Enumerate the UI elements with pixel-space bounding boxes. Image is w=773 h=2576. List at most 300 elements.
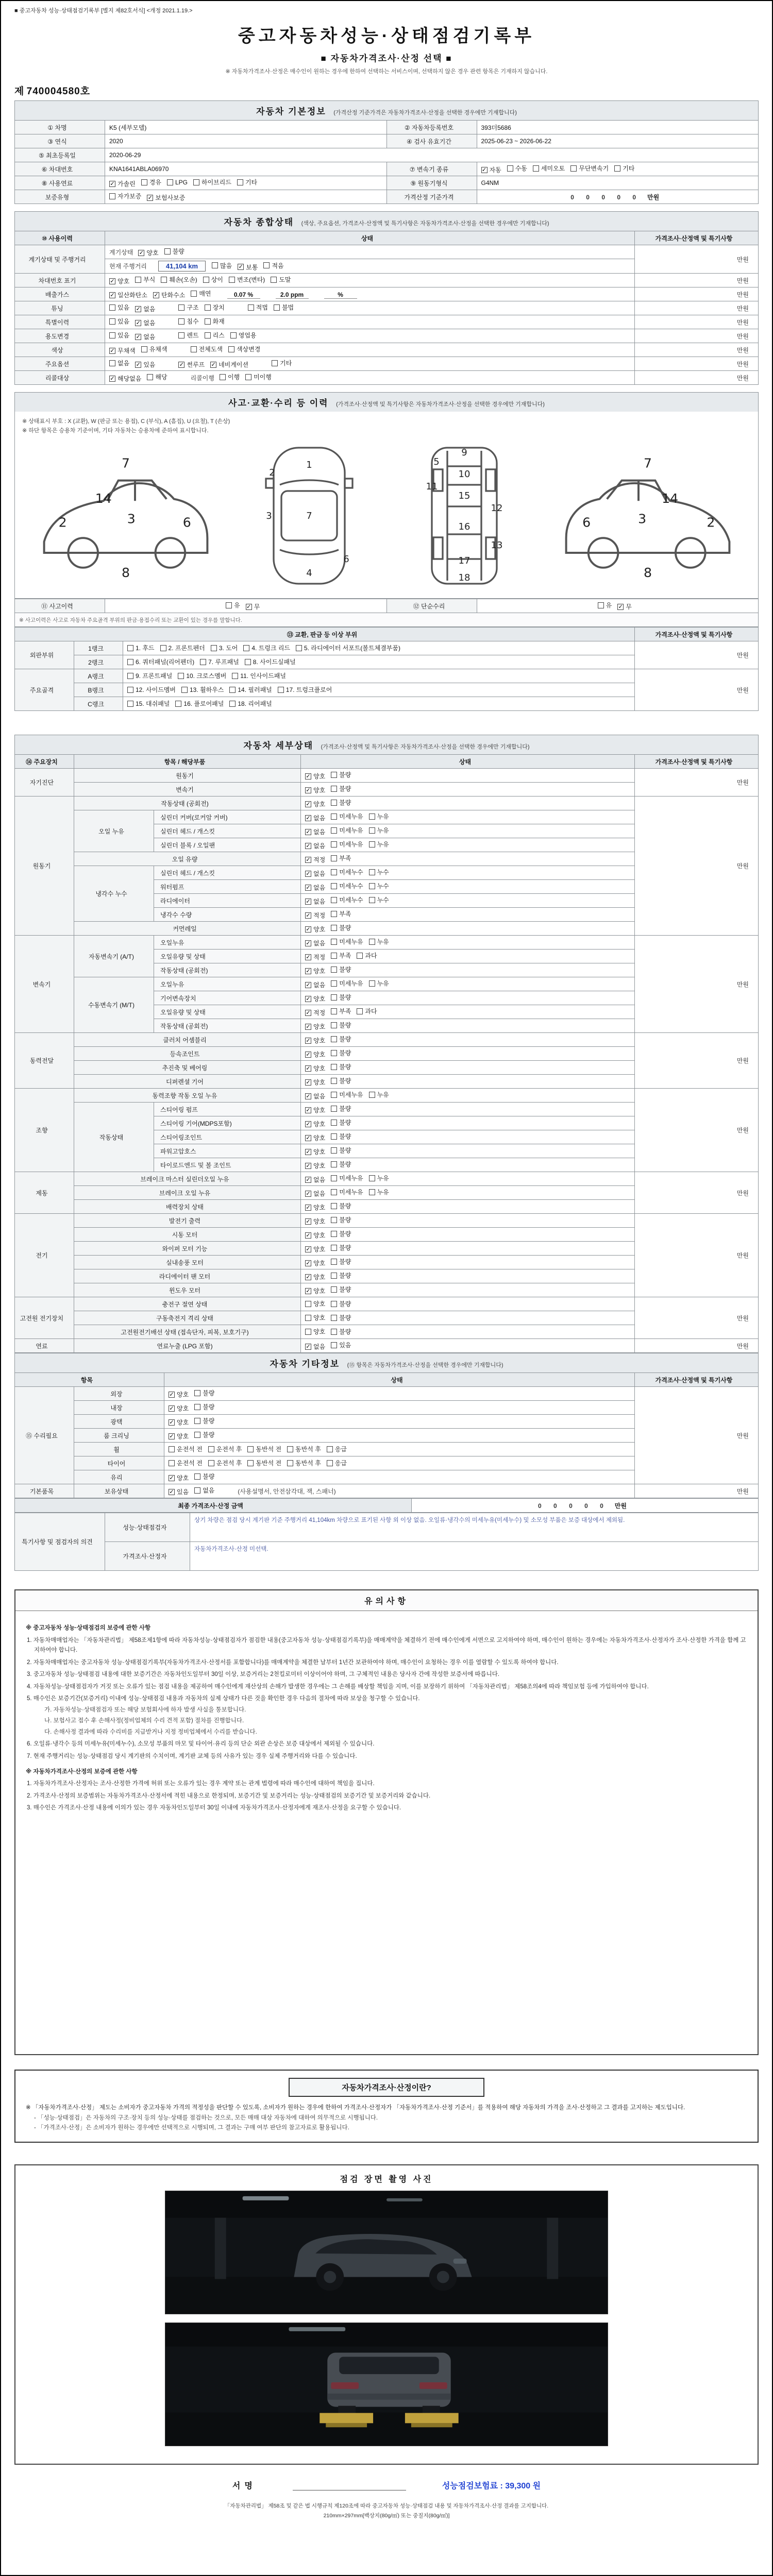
checkbox-option[interactable] <box>232 671 286 680</box>
checkbox-option[interactable] <box>237 178 257 187</box>
checkbox-unchecked[interactable] <box>331 1036 337 1042</box>
checkbox-checked[interactable]: ✓ <box>306 968 311 974</box>
checkbox-checked[interactable]: ✓ <box>306 940 311 946</box>
checkbox-unchecked[interactable] <box>194 1487 200 1494</box>
checkbox-option[interactable] <box>331 1048 351 1057</box>
checkbox-unchecked[interactable] <box>194 1404 200 1410</box>
checkbox-unchecked[interactable] <box>305 1329 311 1335</box>
checkbox-unchecked[interactable] <box>331 1203 337 1209</box>
checkbox-unchecked[interactable] <box>331 1259 337 1265</box>
checkbox-unchecked[interactable] <box>369 1175 375 1181</box>
checkbox-option[interactable] <box>271 275 291 284</box>
checkbox-option[interactable] <box>305 1231 325 1240</box>
checkbox-option[interactable] <box>331 868 363 876</box>
checkbox-option[interactable] <box>331 1285 351 1294</box>
checkbox-option[interactable] <box>160 643 205 652</box>
checkbox-unchecked[interactable] <box>127 673 133 679</box>
checkbox-unchecked[interactable] <box>331 869 337 875</box>
checkbox-unchecked[interactable] <box>305 1301 311 1307</box>
checkbox-unchecked[interactable] <box>178 318 184 325</box>
checkbox-checked[interactable]: ✓ <box>110 180 115 187</box>
checkbox-option[interactable] <box>305 1008 325 1017</box>
checkbox-unchecked[interactable] <box>331 1329 337 1335</box>
checkbox-option[interactable] <box>305 911 325 920</box>
checkbox-option[interactable] <box>305 1175 325 1184</box>
checkbox-checked[interactable]: ✓ <box>306 1148 311 1155</box>
checkbox-option[interactable] <box>331 1229 351 1238</box>
checkbox-option[interactable] <box>167 179 188 186</box>
checkbox-checked[interactable]: ✓ <box>306 773 311 779</box>
checkbox-option[interactable] <box>369 937 389 946</box>
checkbox-checked[interactable]: ✓ <box>169 1405 174 1412</box>
checkbox-unchecked[interactable] <box>331 1120 337 1126</box>
checkbox-option[interactable] <box>305 1259 325 1267</box>
checkbox-checked[interactable]: ✓ <box>136 361 141 368</box>
checkbox-option[interactable] <box>533 164 565 173</box>
checkbox-option[interactable] <box>305 1189 325 1198</box>
checkbox-option[interactable] <box>331 1118 351 1127</box>
checkbox-option[interactable] <box>263 261 283 270</box>
checkbox-option[interactable] <box>205 317 225 326</box>
checkbox-unchecked[interactable] <box>331 1022 337 1028</box>
checkbox-checked[interactable]: ✓ <box>306 926 311 933</box>
checkbox-unchecked[interactable] <box>331 1286 337 1293</box>
checkbox-option[interactable] <box>369 868 389 876</box>
checkbox-option[interactable] <box>109 346 136 355</box>
checkbox-unchecked[interactable] <box>200 659 206 665</box>
checkbox-unchecked[interactable] <box>287 1446 293 1452</box>
checkbox-unchecked[interactable] <box>178 332 184 338</box>
checkbox-option[interactable] <box>305 1217 325 1226</box>
checkbox-option[interactable] <box>331 993 351 1002</box>
checkbox-option[interactable] <box>369 979 389 988</box>
checkbox-option[interactable] <box>305 994 325 1003</box>
checkbox-unchecked[interactable] <box>203 277 209 283</box>
checkbox-option[interactable] <box>331 826 363 835</box>
checkbox-option[interactable] <box>331 1188 363 1196</box>
checkbox-option[interactable] <box>331 1341 351 1349</box>
checkbox-checked[interactable]: ✓ <box>136 333 141 340</box>
checkbox-option[interactable] <box>141 345 167 353</box>
checkbox-unchecked[interactable] <box>327 1446 333 1452</box>
checkbox-unchecked[interactable] <box>331 1050 337 1056</box>
checkbox-option[interactable] <box>135 275 155 284</box>
checkbox-unchecked[interactable] <box>331 1078 337 1084</box>
checkbox-option[interactable] <box>147 372 167 381</box>
checkbox-option[interactable] <box>331 937 363 946</box>
checkbox-option[interactable] <box>357 951 377 960</box>
checkbox-checked[interactable]: ✓ <box>306 1051 311 1058</box>
checkbox-unchecked[interactable] <box>369 869 375 875</box>
checkbox-checked[interactable]: ✓ <box>139 249 144 256</box>
checkbox-checked[interactable]: ✓ <box>169 1488 174 1495</box>
checkbox-unchecked[interactable] <box>331 827 337 834</box>
checkbox-unchecked[interactable] <box>327 1460 333 1466</box>
checkbox-unchecked[interactable] <box>331 1106 337 1112</box>
checkbox-unchecked[interactable] <box>161 277 167 283</box>
checkbox-option[interactable] <box>369 1188 389 1196</box>
checkbox-option[interactable] <box>138 248 158 257</box>
checkbox-checked[interactable]: ✓ <box>306 981 311 988</box>
checkbox-option[interactable] <box>357 1007 377 1015</box>
checkbox-unchecked[interactable] <box>369 939 375 945</box>
checkbox-checked[interactable]: ✓ <box>169 1391 174 1398</box>
checkbox-unchecked[interactable] <box>357 1008 363 1014</box>
checkbox-checked[interactable]: ✓ <box>306 1009 311 1016</box>
checkbox-unchecked[interactable] <box>331 953 337 959</box>
checkbox-unchecked[interactable] <box>331 1231 337 1237</box>
checkbox-option[interactable] <box>305 1133 325 1142</box>
checkbox-option[interactable] <box>305 814 325 822</box>
checkbox-checked[interactable]: ✓ <box>306 1121 311 1127</box>
checkbox-option[interactable] <box>178 331 198 340</box>
checkbox-option[interactable] <box>169 1418 189 1427</box>
checkbox-unchecked[interactable] <box>127 687 133 693</box>
checkbox-option[interactable] <box>305 1064 325 1073</box>
checkbox-option[interactable] <box>147 193 185 202</box>
checkbox-unchecked[interactable] <box>369 980 375 987</box>
checkbox-unchecked[interactable] <box>331 800 337 806</box>
checkbox-unchecked[interactable] <box>109 318 115 325</box>
checkbox-option[interactable] <box>109 317 129 326</box>
checkbox-option[interactable] <box>331 798 351 807</box>
checkbox-checked[interactable]: ✓ <box>306 1134 311 1141</box>
checkbox-unchecked[interactable] <box>178 673 184 679</box>
checkbox-unchecked[interactable] <box>369 814 375 820</box>
checkbox-unchecked[interactable] <box>175 701 181 707</box>
checkbox-option[interactable] <box>127 643 155 652</box>
checkbox-unchecked[interactable] <box>127 701 133 707</box>
checkbox-option[interactable] <box>305 925 325 934</box>
checkbox-option[interactable] <box>305 1022 325 1031</box>
checkbox-unchecked[interactable] <box>191 291 197 297</box>
checkbox-option[interactable] <box>331 1327 351 1336</box>
checkbox-option[interactable] <box>331 979 363 988</box>
checkbox-unchecked[interactable] <box>331 1315 337 1321</box>
checkbox-unchecked[interactable] <box>243 645 249 651</box>
checkbox-option[interactable] <box>305 827 325 836</box>
checkbox-unchecked[interactable] <box>272 360 278 366</box>
checkbox-checked[interactable]: ✓ <box>169 1433 174 1439</box>
checkbox-unchecked[interactable] <box>181 687 188 693</box>
checkbox-option[interactable] <box>305 1120 325 1128</box>
checkbox-option[interactable] <box>238 263 258 272</box>
checkbox-option[interactable] <box>331 1215 351 1224</box>
checkbox-checked[interactable]: ✓ <box>306 801 311 807</box>
checkbox-unchecked[interactable] <box>205 332 211 338</box>
checkbox-unchecked[interactable] <box>331 1175 337 1181</box>
checkbox-option[interactable] <box>331 1062 351 1071</box>
checkbox-unchecked[interactable] <box>331 855 337 861</box>
checkbox-option[interactable] <box>203 275 223 284</box>
checkbox-option[interactable] <box>331 1160 351 1168</box>
checkbox-unchecked[interactable] <box>226 602 232 608</box>
checkbox-option[interactable] <box>305 897 325 906</box>
checkbox-checked[interactable]: ✓ <box>306 898 311 905</box>
checkbox-option[interactable] <box>305 1161 325 1170</box>
checkbox-option[interactable] <box>194 1402 214 1411</box>
checkbox-unchecked[interactable] <box>169 1446 175 1452</box>
checkbox-unchecked[interactable] <box>248 304 254 311</box>
checkbox-checked[interactable]: ✓ <box>306 1093 311 1099</box>
checkbox-option[interactable] <box>127 685 176 694</box>
checkbox-option[interactable] <box>331 1201 351 1210</box>
checkbox-checked[interactable]: ✓ <box>306 870 311 877</box>
checkbox-option[interactable] <box>331 1271 351 1280</box>
checkbox-option[interactable] <box>127 671 172 680</box>
checkbox-unchecked[interactable] <box>331 911 337 917</box>
checkbox-option[interactable] <box>331 909 351 918</box>
checkbox-option[interactable] <box>181 685 224 694</box>
checkbox-unchecked[interactable] <box>614 165 620 172</box>
checkbox-unchecked[interactable] <box>194 1432 200 1438</box>
checkbox-checked[interactable]: ✓ <box>110 375 115 382</box>
checkbox-option[interactable] <box>287 1459 321 1467</box>
checkbox-option[interactable] <box>135 318 155 327</box>
checkbox-option[interactable] <box>331 1257 351 1266</box>
checkbox-option[interactable] <box>305 1147 325 1156</box>
checkbox-option[interactable] <box>305 1078 325 1087</box>
checkbox-option[interactable] <box>305 855 325 864</box>
checkbox-checked[interactable]: ✓ <box>306 1232 311 1239</box>
checkbox-option[interactable] <box>164 247 184 256</box>
checkbox-checked[interactable]: ✓ <box>246 603 251 610</box>
checkbox-checked[interactable]: ✓ <box>136 319 141 326</box>
checkbox-checked[interactable]: ✓ <box>306 1274 311 1280</box>
checkbox-option[interactable] <box>229 275 265 284</box>
checkbox-option[interactable] <box>305 1273 325 1281</box>
checkbox-option[interactable] <box>369 826 389 835</box>
checkbox-option[interactable] <box>210 360 248 369</box>
checkbox-option[interactable] <box>287 1445 321 1453</box>
checkbox-checked[interactable]: ✓ <box>306 842 311 849</box>
checkbox-option[interactable] <box>247 1445 281 1453</box>
checkbox-checked[interactable]: ✓ <box>306 1162 311 1169</box>
checkbox-checked[interactable]: ✓ <box>306 1176 311 1183</box>
checkbox-checked[interactable]: ✓ <box>306 1037 311 1044</box>
checkbox-checked[interactable]: ✓ <box>306 995 311 1002</box>
checkbox-option[interactable] <box>331 784 351 793</box>
checkbox-option[interactable] <box>331 1146 351 1155</box>
checkbox-unchecked[interactable] <box>135 277 141 283</box>
checkbox-option[interactable] <box>369 882 389 890</box>
checkbox-option[interactable] <box>248 303 268 312</box>
checkbox-unchecked[interactable] <box>331 1008 337 1014</box>
checkbox-unchecked[interactable] <box>331 786 337 792</box>
checkbox-unchecked[interactable] <box>331 1301 337 1307</box>
checkbox-option[interactable] <box>331 1076 351 1085</box>
checkbox-option[interactable] <box>109 331 129 340</box>
checkbox-option[interactable] <box>331 951 351 960</box>
checkbox-unchecked[interactable] <box>232 673 238 679</box>
checkbox-unchecked[interactable] <box>229 701 236 707</box>
checkbox-option[interactable] <box>245 657 296 666</box>
checkbox-option[interactable] <box>194 1416 214 1425</box>
checkbox-option[interactable] <box>243 643 290 652</box>
checkbox-option[interactable] <box>141 178 161 187</box>
checkbox-option[interactable] <box>369 812 389 821</box>
checkbox-option[interactable] <box>178 360 205 369</box>
checkbox-unchecked[interactable] <box>228 346 234 352</box>
checkbox-checked[interactable]: ✓ <box>147 194 153 201</box>
checkbox-option[interactable] <box>331 1132 351 1141</box>
checkbox-checked[interactable]: ✓ <box>306 1204 311 1211</box>
checkbox-option[interactable] <box>481 165 501 174</box>
checkbox-option[interactable] <box>135 304 155 313</box>
checkbox-unchecked[interactable] <box>369 841 375 848</box>
checkbox-checked[interactable]: ✓ <box>154 292 159 298</box>
checkbox-option[interactable] <box>178 671 226 680</box>
checkbox-option[interactable] <box>305 1299 325 1308</box>
checkbox-option[interactable] <box>229 699 272 708</box>
checkbox-option[interactable] <box>331 1007 351 1015</box>
checkbox-unchecked[interactable] <box>109 332 115 338</box>
checkbox-option[interactable] <box>331 882 363 890</box>
checkbox-option[interactable] <box>208 1445 242 1453</box>
checkbox-unchecked[interactable] <box>141 346 147 352</box>
checkbox-unchecked[interactable] <box>331 841 337 848</box>
checkbox-unchecked[interactable] <box>194 1473 200 1480</box>
checkbox-option[interactable] <box>305 1092 325 1100</box>
checkbox-option[interactable] <box>230 331 257 340</box>
checkbox-unchecked[interactable] <box>598 602 604 608</box>
checkbox-unchecked[interactable] <box>296 645 302 651</box>
checkbox-option[interactable] <box>127 699 170 708</box>
checkbox-checked[interactable]: ✓ <box>306 884 311 891</box>
checkbox-option[interactable] <box>109 277 129 285</box>
checkbox-unchecked[interactable] <box>245 374 251 380</box>
checkbox-option[interactable] <box>205 303 225 312</box>
checkbox-checked[interactable]: ✓ <box>306 1218 311 1225</box>
checkbox-unchecked[interactable] <box>220 374 226 380</box>
checkbox-option[interactable] <box>331 1021 351 1029</box>
checkbox-unchecked[interactable] <box>369 1092 375 1098</box>
checkbox-checked[interactable]: ✓ <box>238 264 243 270</box>
checkbox-unchecked[interactable] <box>230 332 237 338</box>
checkbox-option[interactable] <box>161 275 197 284</box>
checkbox-option[interactable] <box>305 1245 325 1253</box>
checkbox-option[interactable] <box>305 883 325 892</box>
checkbox-option[interactable] <box>109 291 147 299</box>
checkbox-option[interactable] <box>305 1342 325 1351</box>
checkbox-unchecked[interactable] <box>211 645 217 651</box>
checkbox-option[interactable] <box>331 923 351 932</box>
checkbox-option[interactable] <box>570 164 609 173</box>
checkbox-option[interactable] <box>331 895 363 904</box>
checkbox-unchecked[interactable] <box>331 994 337 1001</box>
checkbox-unchecked[interactable] <box>507 165 513 172</box>
checkbox-unchecked[interactable] <box>208 1446 214 1452</box>
checkbox-unchecked[interactable] <box>247 1446 254 1452</box>
checkbox-checked[interactable]: ✓ <box>306 1343 311 1350</box>
checkbox-unchecked[interactable] <box>178 304 184 311</box>
checkbox-unchecked[interactable] <box>169 1460 175 1466</box>
checkbox-unchecked[interactable] <box>331 1161 337 1167</box>
checkbox-option[interactable] <box>194 1472 214 1481</box>
checkbox-option[interactable] <box>305 841 325 850</box>
signature-line[interactable] <box>293 2479 406 2490</box>
checkbox-unchecked[interactable] <box>191 346 197 352</box>
checkbox-option[interactable] <box>109 374 141 383</box>
checkbox-option[interactable] <box>191 345 223 353</box>
checkbox-unchecked[interactable] <box>194 1390 200 1396</box>
checkbox-option[interactable] <box>305 980 325 989</box>
checkbox-option[interactable] <box>194 1430 214 1439</box>
checkbox-checked[interactable]: ✓ <box>481 166 487 173</box>
checkbox-option[interactable] <box>296 643 400 652</box>
checkbox-option[interactable] <box>228 345 260 353</box>
checkbox-unchecked[interactable] <box>331 1064 337 1070</box>
checkbox-option[interactable] <box>127 657 194 666</box>
checkbox-checked[interactable]: ✓ <box>306 815 311 821</box>
checkbox-option[interactable] <box>305 1203 325 1212</box>
checkbox-option[interactable] <box>331 1299 351 1308</box>
checkbox-unchecked[interactable] <box>263 262 270 268</box>
checkbox-checked[interactable]: ✓ <box>306 787 311 793</box>
checkbox-option[interactable] <box>169 1390 189 1399</box>
checkbox-unchecked[interactable] <box>164 248 171 255</box>
checkbox-option[interactable] <box>175 699 224 708</box>
checkbox-unchecked[interactable] <box>533 165 539 172</box>
checkbox-option[interactable] <box>191 289 211 298</box>
checkbox-option[interactable] <box>109 192 141 200</box>
checkbox-option[interactable] <box>194 1388 214 1397</box>
checkbox-unchecked[interactable] <box>245 659 251 665</box>
checkbox-option[interactable] <box>178 303 198 312</box>
checkbox-option[interactable] <box>598 601 612 609</box>
checkbox-unchecked[interactable] <box>109 304 115 311</box>
checkbox-unchecked[interactable] <box>331 1147 337 1154</box>
checkbox-unchecked[interactable] <box>271 277 277 283</box>
checkbox-unchecked[interactable] <box>274 304 280 311</box>
checkbox-option[interactable] <box>331 1174 363 1182</box>
checkbox-option[interactable] <box>305 1036 325 1045</box>
checkbox-option[interactable] <box>245 372 272 381</box>
checkbox-option[interactable] <box>614 164 634 173</box>
checkbox-checked[interactable]: ✓ <box>618 603 623 610</box>
checkbox-option[interactable] <box>211 643 238 652</box>
checkbox-checked[interactable]: ✓ <box>136 306 141 312</box>
checkbox-option[interactable] <box>369 840 389 849</box>
checkbox-option[interactable] <box>193 178 231 187</box>
checkbox-option[interactable] <box>305 967 325 975</box>
checkbox-option[interactable] <box>331 840 363 849</box>
checkbox-option[interactable] <box>109 179 136 188</box>
checkbox-option[interactable] <box>369 1174 389 1182</box>
checkbox-option[interactable] <box>169 1459 203 1467</box>
checkbox-option[interactable] <box>109 303 129 312</box>
checkbox-unchecked[interactable] <box>194 1418 200 1424</box>
checkbox-unchecked[interactable] <box>331 1217 337 1223</box>
checkbox-unchecked[interactable] <box>369 897 375 903</box>
checkbox-option[interactable] <box>305 1313 325 1322</box>
checkbox-option[interactable] <box>109 359 129 367</box>
checkbox-option[interactable] <box>331 1090 363 1099</box>
checkbox-checked[interactable]: ✓ <box>169 1475 174 1481</box>
checkbox-option[interactable] <box>274 303 294 312</box>
checkbox-unchecked[interactable] <box>127 645 133 651</box>
checkbox-option[interactable] <box>331 1035 351 1043</box>
checkbox-unchecked[interactable] <box>570 165 577 172</box>
checkbox-option[interactable] <box>205 331 225 340</box>
checkbox-option[interactable] <box>169 1487 189 1496</box>
checkbox-option[interactable] <box>135 360 155 369</box>
checkbox-unchecked[interactable] <box>109 360 115 366</box>
checkbox-option[interactable] <box>153 291 185 299</box>
checkbox-unchecked[interactable] <box>212 262 218 268</box>
checkbox-checked[interactable]: ✓ <box>211 361 216 368</box>
checkbox-unchecked[interactable] <box>369 883 375 889</box>
